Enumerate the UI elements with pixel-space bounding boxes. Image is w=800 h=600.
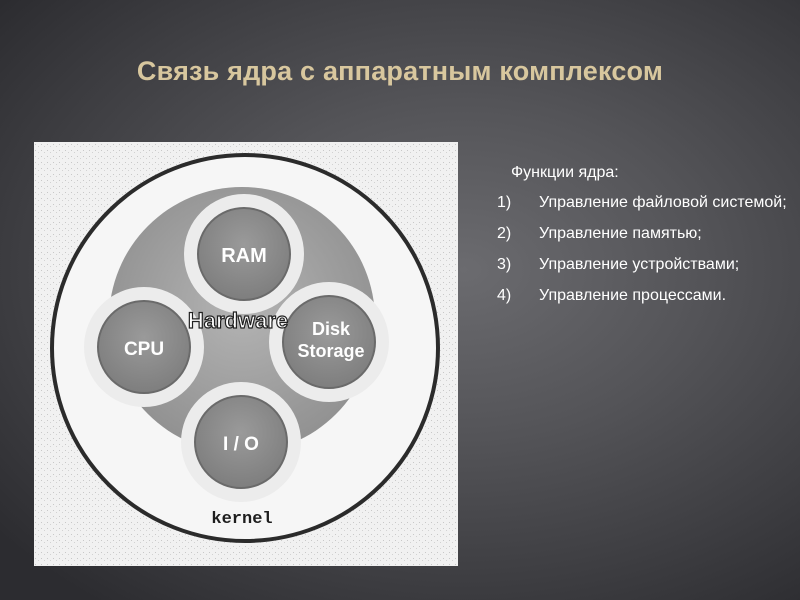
disk-label-line2: Storage xyxy=(297,341,365,361)
kernel-hardware-diagram xyxy=(34,142,458,566)
hardware-label: Hardware xyxy=(187,308,289,333)
kernel-label: kernel xyxy=(211,510,273,529)
function-item-text: Управление памятью; xyxy=(539,225,702,242)
function-item xyxy=(497,223,787,245)
io-label: I / O xyxy=(223,434,259,455)
function-item-text: Управление файловой системой; xyxy=(539,194,787,211)
function-item-number: 2) xyxy=(497,225,512,242)
kernel-functions-panel xyxy=(497,162,787,316)
function-item xyxy=(497,285,787,307)
disk-label-line1: Disk xyxy=(311,319,351,339)
function-item xyxy=(497,192,787,214)
function-item xyxy=(497,254,787,276)
slide-title: Связь ядра с аппаратным комплексом xyxy=(136,56,664,86)
function-item-number: 3) xyxy=(497,256,512,273)
function-item-text: Управление устройствами; xyxy=(539,256,740,273)
function-item-number: 1) xyxy=(497,194,512,211)
functions-list xyxy=(497,192,787,307)
function-item-text: Управление процессами. xyxy=(539,287,727,304)
function-item-number: 4) xyxy=(497,287,512,304)
functions-heading: Функции ядра: xyxy=(511,164,619,181)
ram-label: RAM xyxy=(221,245,267,267)
cpu-label: CPU xyxy=(123,339,165,360)
